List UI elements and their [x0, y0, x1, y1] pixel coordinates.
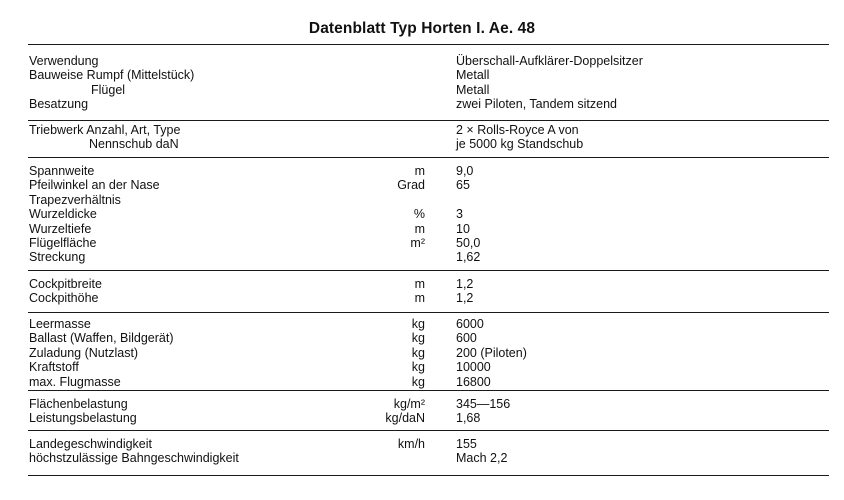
- row-unit: kg/daN: [385, 411, 425, 426]
- section-divider: [28, 270, 829, 271]
- row-unit: kg: [411, 360, 425, 375]
- row-unit: km/h: [397, 437, 425, 451]
- table-row: [0, 207, 844, 221]
- row-label: Cockpitbreite: [29, 277, 102, 291]
- row-value: 1,62: [456, 250, 481, 265]
- table-row: [0, 222, 844, 236]
- row-value: 345—156: [456, 397, 511, 411]
- row-value: 1,68: [456, 411, 481, 426]
- table-row: [0, 360, 844, 374]
- row-label: Bauweise Rumpf (Mittelstück): [29, 68, 195, 83]
- table-row: [0, 331, 844, 345]
- table-row: [0, 137, 844, 151]
- table-row: [0, 83, 844, 97]
- row-value: 3: [456, 207, 463, 222]
- row-label: Nennschub daN: [89, 137, 179, 152]
- row-label: Kraftstoff: [29, 360, 79, 375]
- row-label: Trapezverhältnis: [29, 192, 121, 207]
- row-value: 9,0: [456, 164, 474, 178]
- table-row: [0, 277, 844, 291]
- table-row: [0, 193, 844, 207]
- row-label: Leistungsbelastung: [29, 411, 137, 426]
- row-value: 200 (Piloten): [456, 345, 527, 360]
- row-unit: %: [413, 207, 425, 222]
- table-row: [0, 346, 844, 360]
- row-label: höchstzulässige Bahngeschwindigkeit: [29, 451, 239, 466]
- row-unit: m: [414, 164, 425, 178]
- table-row: [0, 236, 844, 250]
- table-row: [0, 291, 844, 305]
- row-unit: m: [414, 221, 425, 236]
- table-row: [0, 123, 844, 137]
- row-label: Leermasse: [29, 317, 91, 331]
- row-unit: kg/m²: [393, 397, 425, 411]
- row-value: 50,0: [456, 236, 481, 250]
- section-divider: [28, 157, 829, 158]
- section-divider: [28, 120, 829, 121]
- row-value: 65: [456, 178, 470, 193]
- table-row: [0, 397, 844, 411]
- row-value: Metall: [456, 68, 490, 83]
- row-value: zwei Piloten, Tandem sitzend: [456, 97, 617, 112]
- row-unit: m: [414, 277, 425, 291]
- section-divider: [28, 312, 829, 313]
- row-label: Cockpithöhe: [29, 291, 99, 306]
- row-unit: kg: [411, 374, 425, 389]
- row-unit: kg: [411, 317, 425, 331]
- row-value: Metall: [456, 82, 490, 97]
- table-row: [0, 451, 844, 465]
- table-row: [0, 317, 844, 331]
- row-value: 2 × Rolls-Royce A von: [456, 123, 579, 137]
- row-label: Verwendung: [29, 54, 99, 68]
- row-value: 155: [456, 437, 477, 451]
- table-row: [0, 97, 844, 111]
- section-divider: [28, 390, 829, 391]
- row-value: 10: [456, 221, 470, 236]
- table-row: [0, 68, 844, 82]
- row-value: je 5000 kg Standschub: [456, 137, 584, 152]
- row-value: 16800: [456, 374, 491, 389]
- row-value: 10000: [456, 360, 491, 375]
- row-label: Flügel: [91, 82, 126, 97]
- row-label: Triebwerk Anzahl, Art, Type: [29, 123, 181, 137]
- row-value: 600: [456, 331, 477, 346]
- row-value: 6000: [456, 317, 484, 331]
- row-value: 1,2: [456, 291, 474, 306]
- row-label: Streckung: [29, 250, 86, 265]
- table-row: [0, 54, 844, 68]
- row-label: Spannweite: [29, 164, 95, 178]
- section-divider: [28, 44, 829, 45]
- table-row: [0, 437, 844, 451]
- page-title: Datenblatt Typ Horten I. Ae. 48: [308, 20, 536, 37]
- row-label: Flügelfläche: [29, 236, 97, 250]
- row-unit: kg: [411, 345, 425, 360]
- row-value: Überschall-Aufklärer-Doppelsitzer: [456, 54, 643, 68]
- row-unit: m²: [410, 236, 425, 250]
- table-row: [0, 178, 844, 192]
- row-unit: kg: [411, 331, 425, 346]
- row-label: Flächenbelastung: [29, 397, 128, 411]
- row-label: Wurzeldicke: [29, 207, 97, 222]
- row-unit: m: [414, 291, 425, 306]
- table-row: [0, 250, 844, 264]
- table-row: [0, 375, 844, 389]
- row-value: 1,2: [456, 277, 474, 291]
- row-label: max. Flugmasse: [29, 374, 121, 389]
- row-label: Besatzung: [29, 97, 89, 112]
- section-divider: [28, 430, 829, 431]
- row-label: Wurzeltiefe: [29, 221, 92, 236]
- section-divider: [28, 475, 829, 476]
- row-value: Mach 2,2: [456, 451, 508, 466]
- row-label: Zuladung (Nutzlast): [29, 345, 139, 360]
- row-unit: Grad: [397, 178, 425, 193]
- row-label: Ballast (Waffen, Bildgerät): [29, 331, 174, 346]
- row-label: Landegeschwindigkeit: [29, 437, 153, 451]
- row-label: Pfeilwinkel an der Nase: [29, 178, 160, 193]
- table-row: [0, 164, 844, 178]
- table-row: [0, 411, 844, 425]
